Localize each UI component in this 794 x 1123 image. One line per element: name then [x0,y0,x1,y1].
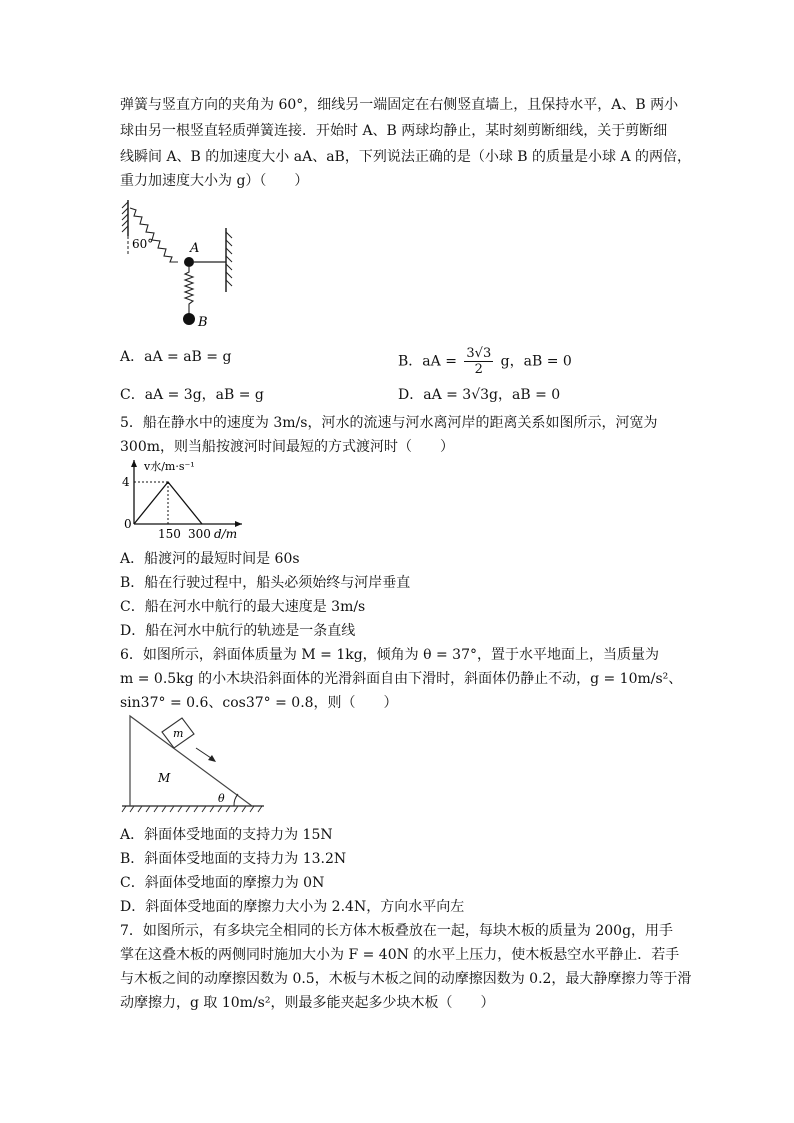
q6-option-d[interactable]: D．斜面体受地面的摩擦力大小为 2.4N，方向水平向左 [120,899,465,915]
q4-option-b[interactable] [398,346,572,377]
q5-origin-label: 0 [124,517,132,531]
q4-inclined-spring [130,208,178,262]
q4-option-b-denominator: 2 [474,362,483,377]
q6-motion-arrowhead [208,755,216,762]
q5-stem-line-1: 5．船在静水中的速度为 3m/s，河水的流速与河水离河岸的距离关系如图所示，河宽为 [120,415,658,431]
q6-ground-hatch [122,806,262,812]
q5-option-d[interactable]: D．船在河水中航行的轨迹是一条直线 [120,623,356,639]
q6-option-b[interactable]: B．斜面体受地面的支持力为 13.2N [120,851,347,867]
q7-stem-line-1: 7．如图所示，有多块完全相同的长方体木板叠放在一起，每块木板的质量为 200g，用手 [120,923,674,939]
q4-spring-figure [118,196,248,332]
q5-y-label: v水/m·s⁻¹ [144,460,195,473]
q5-x-tick-150: 150 [158,527,181,541]
q4-ball-b-label: B [198,315,208,330]
q5-option-c[interactable]: C．船在河水中航行的最大速度是 3m/s [120,599,366,615]
q6-stem-line-3: sin37° = 0.6、cos37° = 0.8，则（ ） [120,695,398,711]
q6-stem-line-2: m = 0.5kg 的小木块沿斜面体的光滑斜面自由下滑时，斜面体仍静止不动，g = 10m/s²、 [120,671,683,687]
q6-stem-line-1: 6．如图所示，斜面体质量为 M = 1kg，倾角为 θ = 37°，置于水平地面上，当质量为 [120,647,659,663]
q4-right-wall-hatch [226,232,232,286]
q4-stem-line-2: 球由另一根竖直轻质弹簧连接．开始时 A、B 两球均静止，某时刻剪断细线，关于剪断细 [120,123,668,139]
q5-x-tick-300: 300 [188,527,211,541]
q4-angle-label: 60° [132,237,154,251]
q4-option-d[interactable]: D．aA = 3√3g，aB = 0 [398,387,561,403]
q4-stem-line-1: 弹簧与竖直方向的夹角为 60°，细线另一端固定在右侧竖直墙上，且保持水平，A、B 两小 [120,97,679,113]
q7-stem-line-4: 动摩擦力，g 取 10m/s²，则最多能夹起多少块木板（ ） [120,995,495,1011]
q5-option-b[interactable]: B．船在行驶过程中，船头必须始终与河岸垂直 [120,575,411,591]
q4-stem-line-3: 线瞬间 A、B 的加速度大小 aA、aB，下列说法正确的是（小球 B 的质量是小球 A 的两倍， [120,149,692,165]
q4-ball-b [183,313,195,325]
q6-wedge-label: M [158,771,171,785]
q6-angle-label: θ [218,792,225,805]
q4-option-b-numerator: 3√3 [466,346,492,361]
q4-option-b-suffix: g，aB = 0 [500,353,572,370]
q4-option-a[interactable]: A．aA = aB = g [120,349,232,365]
q5-y-tick-4: 4 [122,475,130,489]
q4-option-c[interactable]: C．aA = 3g，aB = g [120,387,264,403]
q4-vertical-spring [185,267,193,314]
q4-ball-a-label: A [190,241,200,256]
q4-option-b-fraction [464,346,493,377]
q6-incline-figure [118,712,268,814]
q4-left-wall-hatch [122,202,128,232]
q7-stem-line-2: 掌在这叠木板的两侧同时施加大小为 F = 40N 的水平上压力，使木板悬空水平静止．若手 [120,947,680,963]
q6-option-a[interactable]: A．斜面体受地面的支持力为 15N [120,827,333,843]
q6-block-label: m [173,727,184,740]
q4-option-b-prefix: B．aA = [398,353,457,370]
q4-stem-line-4: 重力加速度大小为 g）（ ） [120,173,309,189]
q5-y-axis-arrow [131,460,137,467]
q4-ball-a [184,257,194,267]
q5-x-label: d/m [214,527,238,541]
q5-velocity-chart [118,456,248,542]
q5-stem-line-2: 300m，则当船按渡河时间最短的方式渡河时（ ） [120,439,454,455]
q5-option-a[interactable]: A．船渡河的最短时间是 60s [120,551,300,567]
q6-option-c[interactable]: C．斜面体受地面的摩擦力为 0N [120,875,325,891]
q7-stem-line-3: 与木板之间的动摩擦因数为 0.5，木板与木板之间的动摩擦因数为 0.2，最大静摩擦力等于滑 [120,971,692,987]
